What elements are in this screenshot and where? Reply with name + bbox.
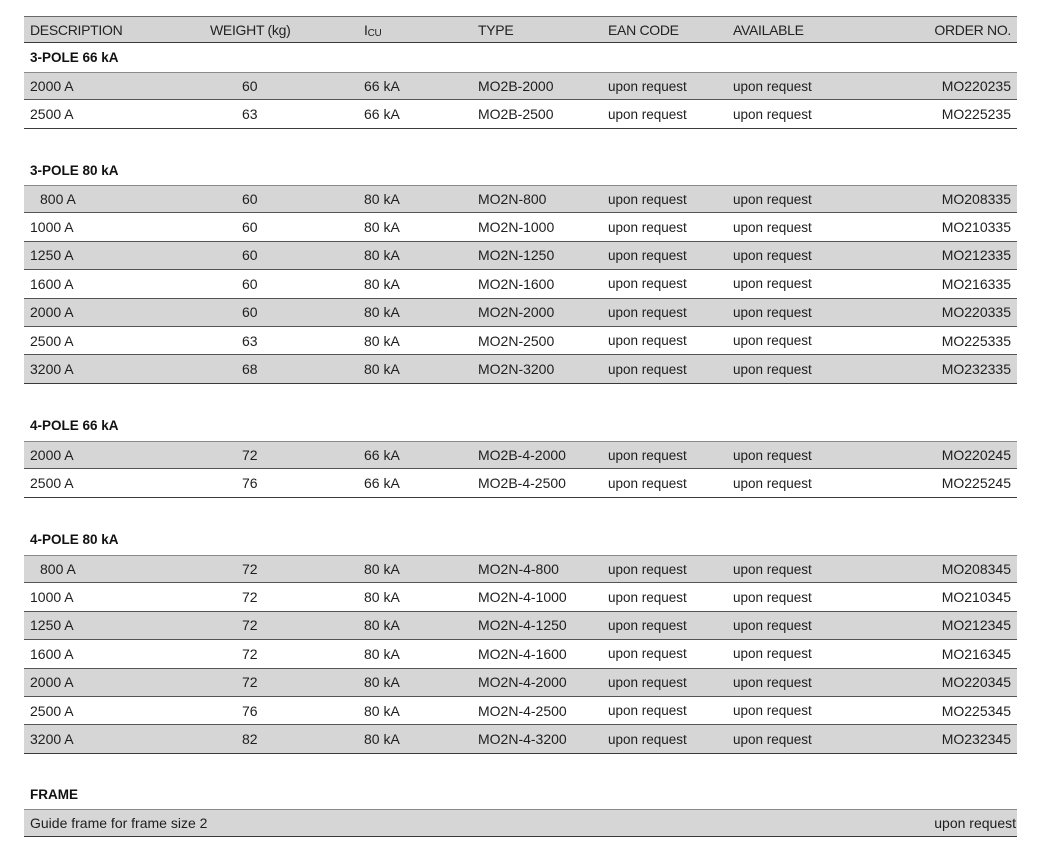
row-icu: 80 kA <box>364 674 400 691</box>
header-description: DESCRIPTION <box>30 21 123 38</box>
row-available: upon request <box>733 276 812 292</box>
frame-row <box>24 809 1017 837</box>
header-ean-code: EAN CODE <box>608 21 679 38</box>
table-row <box>24 185 1017 213</box>
row-order-no: MO220245 <box>941 447 1011 464</box>
row-ean-code: upon request <box>608 333 687 349</box>
row-description: 2500 A <box>30 332 74 349</box>
frame-order: upon request <box>934 815 1016 832</box>
header-weight: WEIGHT (kg) <box>210 21 291 38</box>
row-icu: 66 kA <box>364 78 400 95</box>
row-ean-code: upon request <box>608 589 687 605</box>
table-row <box>24 299 1017 327</box>
row-type: MO2N-4-800 <box>478 561 559 578</box>
row-description: 2500 A <box>30 106 74 123</box>
table-row <box>24 327 1017 355</box>
row-ean-code: upon request <box>608 219 687 235</box>
row-icu: 80 kA <box>364 561 400 578</box>
group-title: 3-POLE 66 kA <box>30 50 119 65</box>
row-icu: 80 kA <box>364 731 400 748</box>
row-available: upon request <box>733 731 812 747</box>
header-available: AVAILABLE <box>733 21 804 38</box>
table-row <box>24 640 1017 668</box>
row-icu: 80 kA <box>364 361 400 378</box>
header-icu-sub: CU <box>367 28 382 39</box>
table-row <box>24 725 1017 753</box>
row-icu: 80 kA <box>364 589 400 606</box>
row-order-no: MO212335 <box>941 247 1011 264</box>
row-available: upon request <box>733 447 812 463</box>
row-icu: 80 kA <box>364 645 400 662</box>
header-icu-main: I <box>364 21 368 38</box>
table-row <box>24 355 1017 383</box>
row-order-no: MO212345 <box>941 617 1011 634</box>
row-type: MO2N-4-2000 <box>478 674 567 691</box>
row-order-no: MO220345 <box>941 674 1011 691</box>
table-row <box>24 270 1017 298</box>
header-type: TYPE <box>478 21 514 38</box>
row-weight: 68 <box>242 361 258 378</box>
row-weight: 63 <box>242 106 258 123</box>
row-type: MO2B-4-2000 <box>478 447 566 464</box>
row-order-no: MO210345 <box>941 589 1011 606</box>
row-weight: 72 <box>242 617 258 634</box>
row-icu: 66 kA <box>364 447 400 464</box>
row-description: 1600 A <box>30 645 74 662</box>
table-row <box>24 469 1017 497</box>
row-type: MO2N-1250 <box>478 247 555 264</box>
table-row <box>24 242 1017 270</box>
row-available: upon request <box>733 674 812 690</box>
row-ean-code: upon request <box>608 191 687 207</box>
header-order-no: ORDER NO. <box>934 21 1011 38</box>
row-description: 3200 A <box>30 731 74 748</box>
row-description: 2500 A <box>30 702 74 719</box>
row-weight: 60 <box>242 247 258 264</box>
table-row <box>24 72 1017 100</box>
table-row <box>24 441 1017 469</box>
row-available: upon request <box>733 589 812 605</box>
group-title-frame: FRAME <box>30 787 78 802</box>
row-icu: 66 kA <box>364 106 400 123</box>
group-title: 3-POLE 80 kA <box>30 163 119 178</box>
row-ean-code: upon request <box>608 617 687 633</box>
row-ean-code: upon request <box>608 703 687 719</box>
row-type: MO2N-4-2500 <box>478 702 567 719</box>
row-available: upon request <box>733 333 812 349</box>
row-description: 1000 A <box>30 219 74 236</box>
row-description: 1000 A <box>30 589 74 606</box>
row-type: MO2N-1600 <box>478 275 555 292</box>
row-available: upon request <box>733 106 812 122</box>
row-available: upon request <box>733 561 812 577</box>
row-ean-code: upon request <box>608 447 687 463</box>
row-available: upon request <box>733 646 812 662</box>
row-type: MO2N-3200 <box>478 361 555 378</box>
row-icu: 66 kA <box>364 475 400 492</box>
row-type: MO2B-2000 <box>478 78 554 95</box>
row-order-no: MO216345 <box>941 645 1011 662</box>
row-order-no: MO216335 <box>941 275 1011 292</box>
row-ean-code: upon request <box>608 674 687 690</box>
row-icu: 80 kA <box>364 304 400 321</box>
row-type: MO2B-4-2500 <box>478 475 566 492</box>
row-type: MO2N-4-1250 <box>478 617 567 634</box>
table-row <box>24 669 1017 697</box>
table-row <box>24 213 1017 241</box>
row-type: MO2N-1000 <box>478 219 555 236</box>
row-icu: 80 kA <box>364 247 400 264</box>
row-weight: 82 <box>242 731 258 748</box>
row-ean-code: upon request <box>608 304 687 320</box>
row-weight: 72 <box>242 589 258 606</box>
row-order-no: MO225335 <box>941 332 1011 349</box>
row-description: 2000 A <box>30 447 74 464</box>
row-weight: 63 <box>242 332 258 349</box>
row-ean-code: upon request <box>608 731 687 747</box>
table-row <box>24 583 1017 611</box>
row-available: upon request <box>733 617 812 633</box>
row-icu: 80 kA <box>364 191 400 208</box>
row-weight: 60 <box>242 304 258 321</box>
group-title: 4-POLE 80 kA <box>30 532 119 547</box>
row-available: upon request <box>733 361 812 377</box>
table-header <box>24 16 1017 43</box>
row-available: upon request <box>733 191 812 207</box>
row-icu: 80 kA <box>364 219 400 236</box>
row-weight: 72 <box>242 447 258 464</box>
row-available: upon request <box>733 475 812 491</box>
row-type: MO2B-2500 <box>478 106 554 123</box>
row-weight: 60 <box>242 275 258 292</box>
row-type: MO2N-2500 <box>478 332 555 349</box>
row-type: MO2N-800 <box>478 191 547 208</box>
row-order-no: MO220335 <box>941 304 1011 321</box>
row-type: MO2N-4-3200 <box>478 731 567 748</box>
row-ean-code: upon request <box>608 361 687 377</box>
row-ean-code: upon request <box>608 276 687 292</box>
row-description: 3200 A <box>30 361 74 378</box>
row-ean-code: upon request <box>608 78 687 94</box>
row-order-no: MO225345 <box>941 702 1011 719</box>
table-row <box>24 697 1017 725</box>
row-description: 2500 A <box>30 475 74 492</box>
group-title: 4-POLE 66 kA <box>30 418 119 433</box>
row-available: upon request <box>733 703 812 719</box>
row-type: MO2N-2000 <box>478 304 555 321</box>
table-row <box>24 612 1017 640</box>
row-weight: 60 <box>242 219 258 236</box>
row-order-no: MO210335 <box>941 219 1011 236</box>
row-weight: 60 <box>242 191 258 208</box>
row-order-no: MO208345 <box>941 561 1011 578</box>
row-description: 1250 A <box>30 617 74 634</box>
row-weight: 76 <box>242 475 258 492</box>
row-icu: 80 kA <box>364 275 400 292</box>
row-description: 2000 A <box>30 304 74 321</box>
row-order-no: MO220235 <box>941 78 1011 95</box>
row-description: 1600 A <box>30 275 74 292</box>
row-type: MO2N-4-1600 <box>478 645 567 662</box>
row-order-no: MO232345 <box>941 731 1011 748</box>
row-weight: 72 <box>242 561 258 578</box>
row-description: 2000 A <box>30 674 74 691</box>
frame-description: Guide frame for frame size 2 <box>30 815 208 832</box>
row-order-no: MO232335 <box>941 361 1011 378</box>
row-weight: 60 <box>242 78 258 95</box>
row-description: 2000 A <box>30 78 74 95</box>
row-description: 800 A <box>40 561 76 578</box>
row-icu: 80 kA <box>364 617 400 634</box>
table-row <box>24 100 1017 128</box>
row-description: 1250 A <box>30 247 74 264</box>
row-available: upon request <box>733 78 812 94</box>
row-weight: 72 <box>242 674 258 691</box>
row-available: upon request <box>733 247 812 263</box>
row-available: upon request <box>733 219 812 235</box>
row-weight: 76 <box>242 702 258 719</box>
row-ean-code: upon request <box>608 475 687 491</box>
header-icu <box>364 17 381 42</box>
row-description: 800 A <box>40 191 76 208</box>
row-order-no: MO225235 <box>941 106 1011 123</box>
row-weight: 72 <box>242 645 258 662</box>
row-ean-code: upon request <box>608 561 687 577</box>
row-icu: 80 kA <box>364 702 400 719</box>
table-row <box>24 555 1017 583</box>
row-type: MO2N-4-1000 <box>478 589 567 606</box>
row-order-no: MO225245 <box>941 475 1011 492</box>
row-ean-code: upon request <box>608 247 687 263</box>
row-order-no: MO208335 <box>941 191 1011 208</box>
row-available: upon request <box>733 304 812 320</box>
row-ean-code: upon request <box>608 646 687 662</box>
row-icu: 80 kA <box>364 332 400 349</box>
row-ean-code: upon request <box>608 106 687 122</box>
